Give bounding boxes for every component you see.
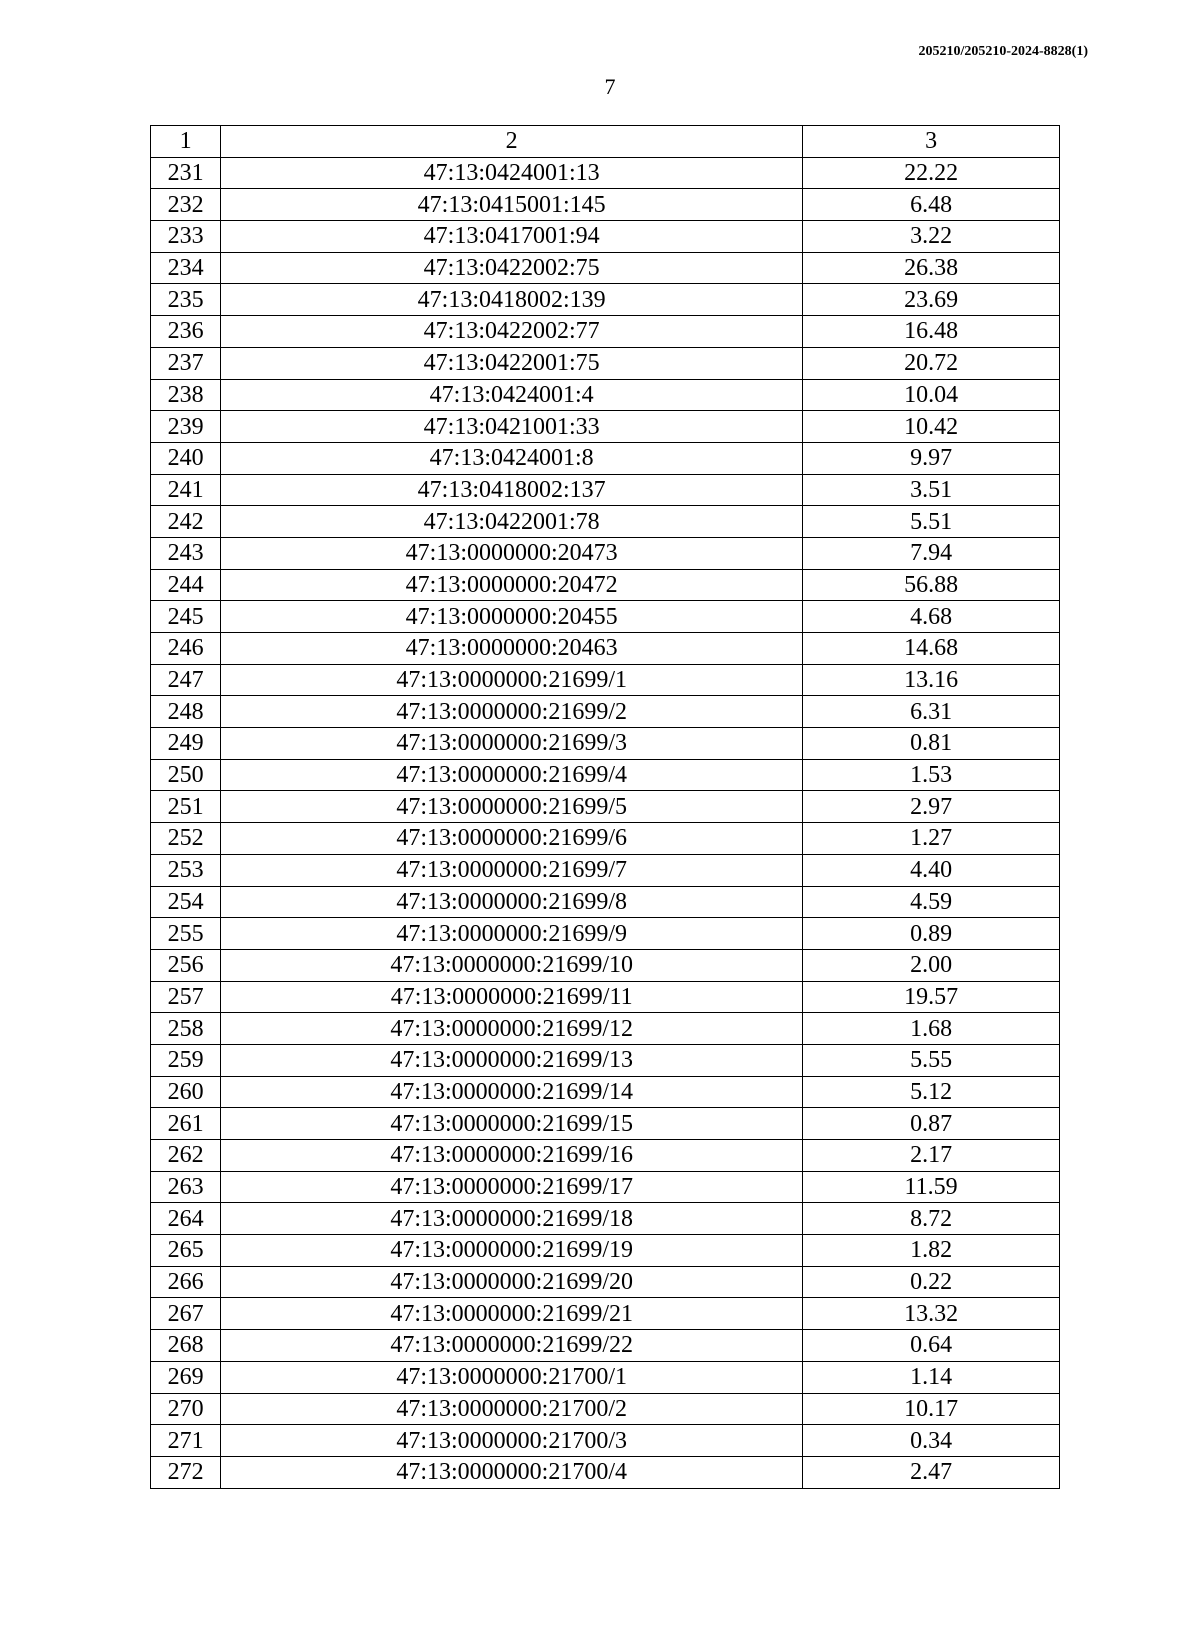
cadastral-number-cell: 47:13:0000000:21699/5 xyxy=(221,791,803,823)
cadastral-number-cell: 47:13:0000000:21699/17 xyxy=(221,1171,803,1203)
cadastral-number-cell: 47:13:0000000:21699/9 xyxy=(221,918,803,950)
table-row xyxy=(151,664,1060,696)
area-value-cell: 13.16 xyxy=(803,664,1060,696)
table-row xyxy=(151,728,1060,760)
row-number-cell: 235 xyxy=(151,284,221,316)
area-value-cell: 2.00 xyxy=(803,949,1060,981)
table-row xyxy=(151,1298,1060,1330)
cadastral-number-cell: 47:13:0000000:21699/2 xyxy=(221,696,803,728)
table-row xyxy=(151,1013,1060,1045)
row-number-cell: 271 xyxy=(151,1425,221,1457)
area-value-cell: 5.51 xyxy=(803,506,1060,538)
table-row xyxy=(151,316,1060,348)
table-row xyxy=(151,823,1060,855)
cadastral-number-cell: 47:13:0000000:21699/8 xyxy=(221,886,803,918)
table-row xyxy=(151,918,1060,950)
cadastral-number-cell: 47:13:0000000:21699/16 xyxy=(221,1140,803,1172)
table-row xyxy=(151,569,1060,601)
table-row xyxy=(151,633,1060,665)
table-row xyxy=(151,1171,1060,1203)
table-row xyxy=(151,1456,1060,1488)
cadastral-number-cell: 47:13:0424001:4 xyxy=(221,379,803,411)
area-value-cell: 4.59 xyxy=(803,886,1060,918)
cadastral-number-cell: 47:13:0000000:20463 xyxy=(221,633,803,665)
table-row xyxy=(151,411,1060,443)
area-value-cell: 3.22 xyxy=(803,221,1060,253)
row-number-cell: 233 xyxy=(151,221,221,253)
cadastral-number-cell: 47:13:0000000:21699/21 xyxy=(221,1298,803,1330)
row-number-cell: 246 xyxy=(151,633,221,665)
row-number-cell: 243 xyxy=(151,537,221,569)
cadastral-number-cell: 47:13:0000000:20472 xyxy=(221,569,803,601)
table-row xyxy=(151,1425,1060,1457)
area-value-cell: 14.68 xyxy=(803,633,1060,665)
row-number-cell: 254 xyxy=(151,886,221,918)
area-value-cell: 1.27 xyxy=(803,823,1060,855)
cadastral-number-cell: 47:13:0000000:21699/18 xyxy=(221,1203,803,1235)
table-row xyxy=(151,1203,1060,1235)
column-header-2: 2 xyxy=(221,126,803,158)
row-number-cell: 238 xyxy=(151,379,221,411)
cadastral-number-cell: 47:13:0000000:21699/22 xyxy=(221,1330,803,1362)
table-row xyxy=(151,506,1060,538)
row-number-cell: 259 xyxy=(151,1044,221,1076)
row-number-cell: 261 xyxy=(151,1108,221,1140)
cadastral-number-cell: 47:13:0000000:21699/10 xyxy=(221,949,803,981)
cadastral-number-cell: 47:13:0000000:21699/20 xyxy=(221,1266,803,1298)
document-reference-number: 205210/205210-2024-8828(1) xyxy=(918,44,1088,59)
cadastral-number-cell: 47:13:0424001:8 xyxy=(221,442,803,474)
area-value-cell: 6.31 xyxy=(803,696,1060,728)
table-row xyxy=(151,189,1060,221)
row-number-cell: 247 xyxy=(151,664,221,696)
table-row xyxy=(151,981,1060,1013)
table-row xyxy=(151,1361,1060,1393)
area-value-cell: 23.69 xyxy=(803,284,1060,316)
cadastral-number-cell: 47:13:0000000:21700/2 xyxy=(221,1393,803,1425)
table-row xyxy=(151,949,1060,981)
row-number-cell: 234 xyxy=(151,252,221,284)
cadastral-number-cell: 47:13:0000000:21699/13 xyxy=(221,1044,803,1076)
row-number-cell: 244 xyxy=(151,569,221,601)
row-number-cell: 269 xyxy=(151,1361,221,1393)
cadastral-number-cell: 47:13:0000000:20455 xyxy=(221,601,803,633)
area-value-cell: 5.55 xyxy=(803,1044,1060,1076)
cadastral-number-cell: 47:13:0418002:137 xyxy=(221,474,803,506)
area-value-cell: 10.17 xyxy=(803,1393,1060,1425)
row-number-cell: 270 xyxy=(151,1393,221,1425)
cadastral-number-cell: 47:13:0000000:21699/3 xyxy=(221,728,803,760)
area-value-cell: 1.82 xyxy=(803,1235,1060,1267)
row-number-cell: 242 xyxy=(151,506,221,538)
area-value-cell: 4.68 xyxy=(803,601,1060,633)
table-row xyxy=(151,474,1060,506)
area-value-cell: 5.12 xyxy=(803,1076,1060,1108)
cadastral-number-cell: 47:13:0000000:21699/1 xyxy=(221,664,803,696)
table-row xyxy=(151,1108,1060,1140)
cadastral-number-cell: 47:13:0422001:75 xyxy=(221,347,803,379)
row-number-cell: 232 xyxy=(151,189,221,221)
area-value-cell: 7.94 xyxy=(803,537,1060,569)
row-number-cell: 236 xyxy=(151,316,221,348)
row-number-cell: 265 xyxy=(151,1235,221,1267)
cadastral-number-cell: 47:13:0417001:94 xyxy=(221,221,803,253)
row-number-cell: 253 xyxy=(151,854,221,886)
column-header-1: 1 xyxy=(151,126,221,158)
area-value-cell: 0.81 xyxy=(803,728,1060,760)
row-number-cell: 237 xyxy=(151,347,221,379)
table-row xyxy=(151,1076,1060,1108)
table-row xyxy=(151,1330,1060,1362)
row-number-cell: 263 xyxy=(151,1171,221,1203)
area-value-cell: 0.89 xyxy=(803,918,1060,950)
row-number-cell: 248 xyxy=(151,696,221,728)
area-value-cell: 1.14 xyxy=(803,1361,1060,1393)
row-number-cell: 231 xyxy=(151,157,221,189)
cadastral-number-cell: 47:13:0415001:145 xyxy=(221,189,803,221)
area-value-cell: 16.48 xyxy=(803,316,1060,348)
table-row xyxy=(151,1044,1060,1076)
area-value-cell: 0.87 xyxy=(803,1108,1060,1140)
table-row xyxy=(151,854,1060,886)
area-value-cell: 4.40 xyxy=(803,854,1060,886)
table-row xyxy=(151,252,1060,284)
row-number-cell: 272 xyxy=(151,1456,221,1488)
area-value-cell: 8.72 xyxy=(803,1203,1060,1235)
table-row xyxy=(151,601,1060,633)
row-number-cell: 258 xyxy=(151,1013,221,1045)
cadastral-number-cell: 47:13:0422002:75 xyxy=(221,252,803,284)
cadastral-number-cell: 47:13:0000000:20473 xyxy=(221,537,803,569)
row-number-cell: 252 xyxy=(151,823,221,855)
area-value-cell: 1.68 xyxy=(803,1013,1060,1045)
row-number-cell: 256 xyxy=(151,949,221,981)
cadastral-number-cell: 47:13:0000000:21699/6 xyxy=(221,823,803,855)
table-row xyxy=(151,886,1060,918)
cadastral-number-cell: 47:13:0000000:21699/19 xyxy=(221,1235,803,1267)
cadastral-number-cell: 47:13:0000000:21699/4 xyxy=(221,759,803,791)
table-row xyxy=(151,442,1060,474)
cadastral-number-cell: 47:13:0000000:21699/7 xyxy=(221,854,803,886)
cadastral-number-cell: 47:13:0418002:139 xyxy=(221,284,803,316)
area-value-cell: 3.51 xyxy=(803,474,1060,506)
table-row xyxy=(151,347,1060,379)
row-number-cell: 260 xyxy=(151,1076,221,1108)
cadastral-number-cell: 47:13:0422001:78 xyxy=(221,506,803,538)
row-number-cell: 249 xyxy=(151,728,221,760)
cadastral-number-cell: 47:13:0000000:21699/14 xyxy=(221,1076,803,1108)
area-value-cell: 0.64 xyxy=(803,1330,1060,1362)
row-number-cell: 267 xyxy=(151,1298,221,1330)
table-row xyxy=(151,1393,1060,1425)
area-value-cell: 10.42 xyxy=(803,411,1060,443)
cadastral-number-cell: 47:13:0422002:77 xyxy=(221,316,803,348)
area-value-cell: 2.47 xyxy=(803,1456,1060,1488)
area-value-cell: 6.48 xyxy=(803,189,1060,221)
cadastral-number-cell: 47:13:0000000:21699/11 xyxy=(221,981,803,1013)
area-value-cell: 9.97 xyxy=(803,442,1060,474)
cadastral-number-cell: 47:13:0000000:21699/15 xyxy=(221,1108,803,1140)
area-value-cell: 2.17 xyxy=(803,1140,1060,1172)
table-row xyxy=(151,696,1060,728)
area-value-cell: 22.22 xyxy=(803,157,1060,189)
table-header-row xyxy=(151,126,1060,158)
row-number-cell: 239 xyxy=(151,411,221,443)
cadastral-number-cell: 47:13:0424001:13 xyxy=(221,157,803,189)
row-number-cell: 241 xyxy=(151,474,221,506)
table-row xyxy=(151,1235,1060,1267)
data-table xyxy=(150,125,1060,1489)
cadastral-number-cell: 47:13:0000000:21700/1 xyxy=(221,1361,803,1393)
table-row xyxy=(151,157,1060,189)
table-row xyxy=(151,759,1060,791)
area-value-cell: 0.34 xyxy=(803,1425,1060,1457)
area-value-cell: 13.32 xyxy=(803,1298,1060,1330)
table-row xyxy=(151,284,1060,316)
row-number-cell: 240 xyxy=(151,442,221,474)
table-row xyxy=(151,791,1060,823)
row-number-cell: 266 xyxy=(151,1266,221,1298)
area-value-cell: 11.59 xyxy=(803,1171,1060,1203)
area-value-cell: 26.38 xyxy=(803,252,1060,284)
area-value-cell: 10.04 xyxy=(803,379,1060,411)
row-number-cell: 264 xyxy=(151,1203,221,1235)
cadastral-number-cell: 47:13:0421001:33 xyxy=(221,411,803,443)
area-value-cell: 56.88 xyxy=(803,569,1060,601)
area-value-cell: 1.53 xyxy=(803,759,1060,791)
row-number-cell: 262 xyxy=(151,1140,221,1172)
table-body xyxy=(151,157,1060,1488)
row-number-cell: 245 xyxy=(151,601,221,633)
table-row xyxy=(151,1140,1060,1172)
row-number-cell: 268 xyxy=(151,1330,221,1362)
cadastral-number-cell: 47:13:0000000:21699/12 xyxy=(221,1013,803,1045)
table-row xyxy=(151,537,1060,569)
cadastral-number-cell: 47:13:0000000:21700/3 xyxy=(221,1425,803,1457)
column-header-3: 3 xyxy=(803,126,1060,158)
area-value-cell: 19.57 xyxy=(803,981,1060,1013)
table-row xyxy=(151,1266,1060,1298)
table-row xyxy=(151,221,1060,253)
row-number-cell: 257 xyxy=(151,981,221,1013)
row-number-cell: 255 xyxy=(151,918,221,950)
table-row xyxy=(151,379,1060,411)
area-value-cell: 2.97 xyxy=(803,791,1060,823)
row-number-cell: 250 xyxy=(151,759,221,791)
page-number: 7 xyxy=(604,74,616,99)
cadastral-number-cell: 47:13:0000000:21700/4 xyxy=(221,1456,803,1488)
row-number-cell: 251 xyxy=(151,791,221,823)
area-value-cell: 20.72 xyxy=(803,347,1060,379)
area-value-cell: 0.22 xyxy=(803,1266,1060,1298)
